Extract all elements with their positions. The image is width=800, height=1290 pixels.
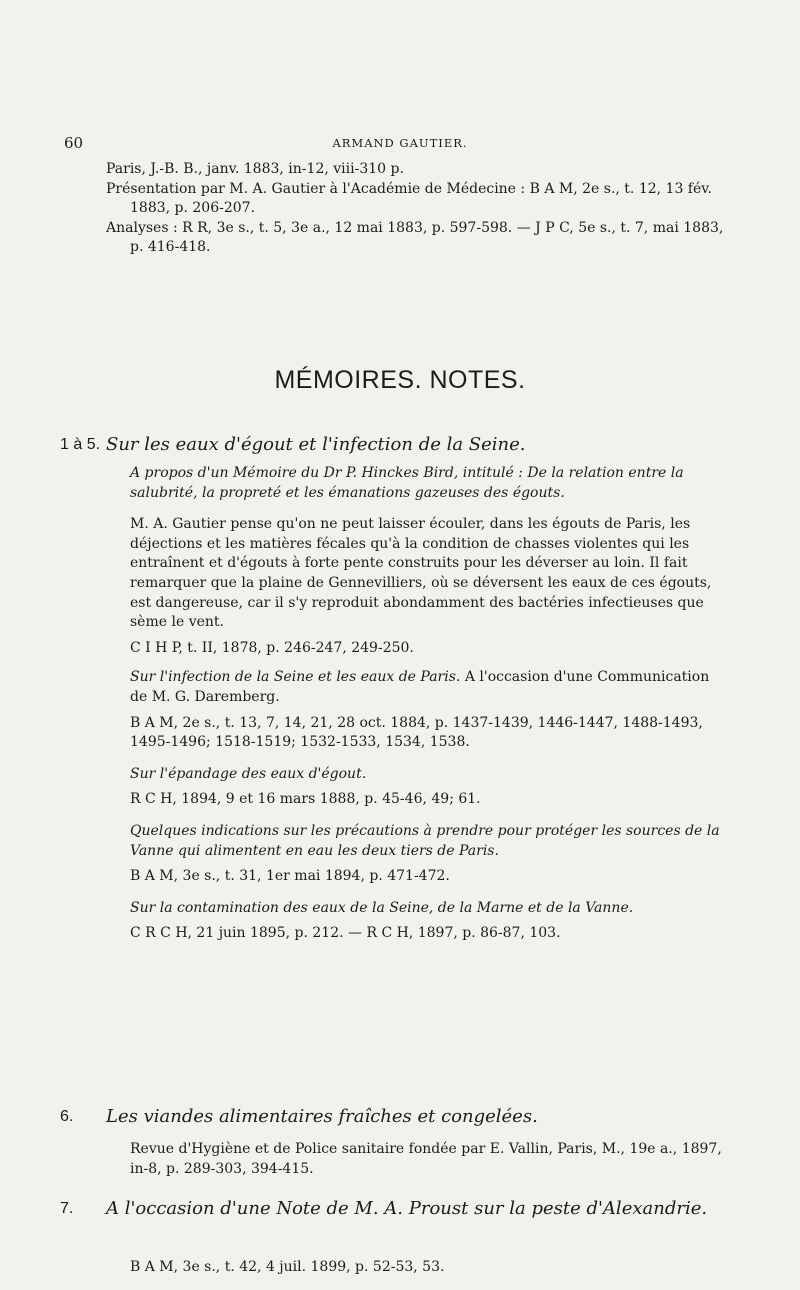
item-1-ref-1: C I H P, t. II, 1878, p. 246-247, 249-250. — [130, 639, 414, 656]
item-1-ref-5: C R C H, 21 juin 1895, p. 212. — R C H, 1897, p. 86-87, 103. — [130, 925, 561, 942]
running-title: ARMAND GAUTIER. — [332, 136, 468, 150]
item-1-sub3-title: Sur l'épandage des eaux d'égout. — [130, 765, 367, 782]
item-6-title: Les viandes alimentaires fraîches et congelées. — [106, 1106, 538, 1127]
item-1-ref-3: R C H, 1894, 9 et 16 mars 1888, p. 45-46, 49; 61. — [130, 791, 481, 808]
item-7-title: A l'occasion d'une Note de M. A. Proust sur la peste d'Alexandrie. — [106, 1198, 708, 1219]
item-6-number: 6. — [60, 1108, 74, 1125]
top-block — [106, 160, 726, 258]
item-1-para-2: M. A. Gautier pense qu'on ne peut laisser écouler, dans les égouts de Paris, les déjections et les matières fécales qu'à la condition de chasses violentes qui les entraînent et d'égouts à forte pente construits pour les déverser au loin. Il fait remarquer que la plaine de Gennevilliers, où se déversent les eaux de ces égouts, est dangereuse, car il s'y reproduit abondamment des bactéries infectieuses que sème le vent. — [130, 516, 712, 631]
item-1-sub4-title: Quelques indications sur les précautions à prendre pour protéger les sources de la Vanne qui alimentent en eau les deux tiers de Paris. — [130, 822, 720, 859]
item-1-ref-4: B A M, 3e s., t. 31, 1er mai 1894, p. 471-472. — [130, 868, 450, 885]
item-1-ref-2: B A M, 2e s., t. 13, 7, 14, 21, 28 oct. 1884, p. 1437-1439, 1446-1447, 1488-1493, 1495-1496; 1518-1519; 1532-1533, 1534, 1538. — [130, 714, 703, 751]
item-1-number: 1 à 5. — [60, 436, 101, 453]
item-6-body — [130, 1140, 728, 1179]
top-line-3: Analyses : R R, 3e s., t. 5, 3e a., 12 mai 1883, p. 597-598. — J P C, 5e s., t. 7, mai 1883, p. 416-418. — [106, 219, 724, 256]
item-7-ref: B A M, 3e s., t. 42, 4 juil. 1899, p. 52-53, 53. — [130, 1259, 445, 1275]
item-1-body — [130, 464, 728, 944]
item-7-number: 7. — [60, 1200, 74, 1217]
item-1-para-1: A propos d'un Mémoire du Dr P. Hinckes Bird, intitulé : De la relation entre la salubrité, la propreté et les émanations gazeuses des égouts. — [130, 465, 684, 501]
section-title: MÉMOIRES. NOTES. — [274, 366, 526, 394]
item-1-sub5-title: Sur la contamination des eaux de la Seine, de la Marne et de la Vanne. — [130, 899, 634, 916]
item-1-title: Sur les eaux d'égout et l'infection de la Seine. — [106, 434, 526, 455]
item-7-body — [130, 1258, 728, 1278]
item-1-sub2-title — [130, 668, 728, 707]
item-1-sub2-title-text: Sur l'infection de la Seine et les eaux de Paris. — [130, 669, 461, 686]
page-number: 60 — [64, 134, 84, 152]
top-line-1: Paris, J.-B. B., janv. 1883, in-12, viii-310 p. — [106, 161, 404, 177]
item-1-sub2-text: A l'occasion d'une Communication de M. G. Daremberg. — [130, 669, 710, 705]
top-line-2: Présentation par M. A. Gautier à l'Académie de Médecine : B A M, 2e s., t. 12, 13 fév. 1883, p. 206-207. — [106, 180, 712, 217]
item-6-text: Revue d'Hygiène et de Police sanitaire fondée par E. Vallin, Paris, M., 19e a., 1897, in-8, p. 289-303, 394-415. — [130, 1141, 722, 1177]
